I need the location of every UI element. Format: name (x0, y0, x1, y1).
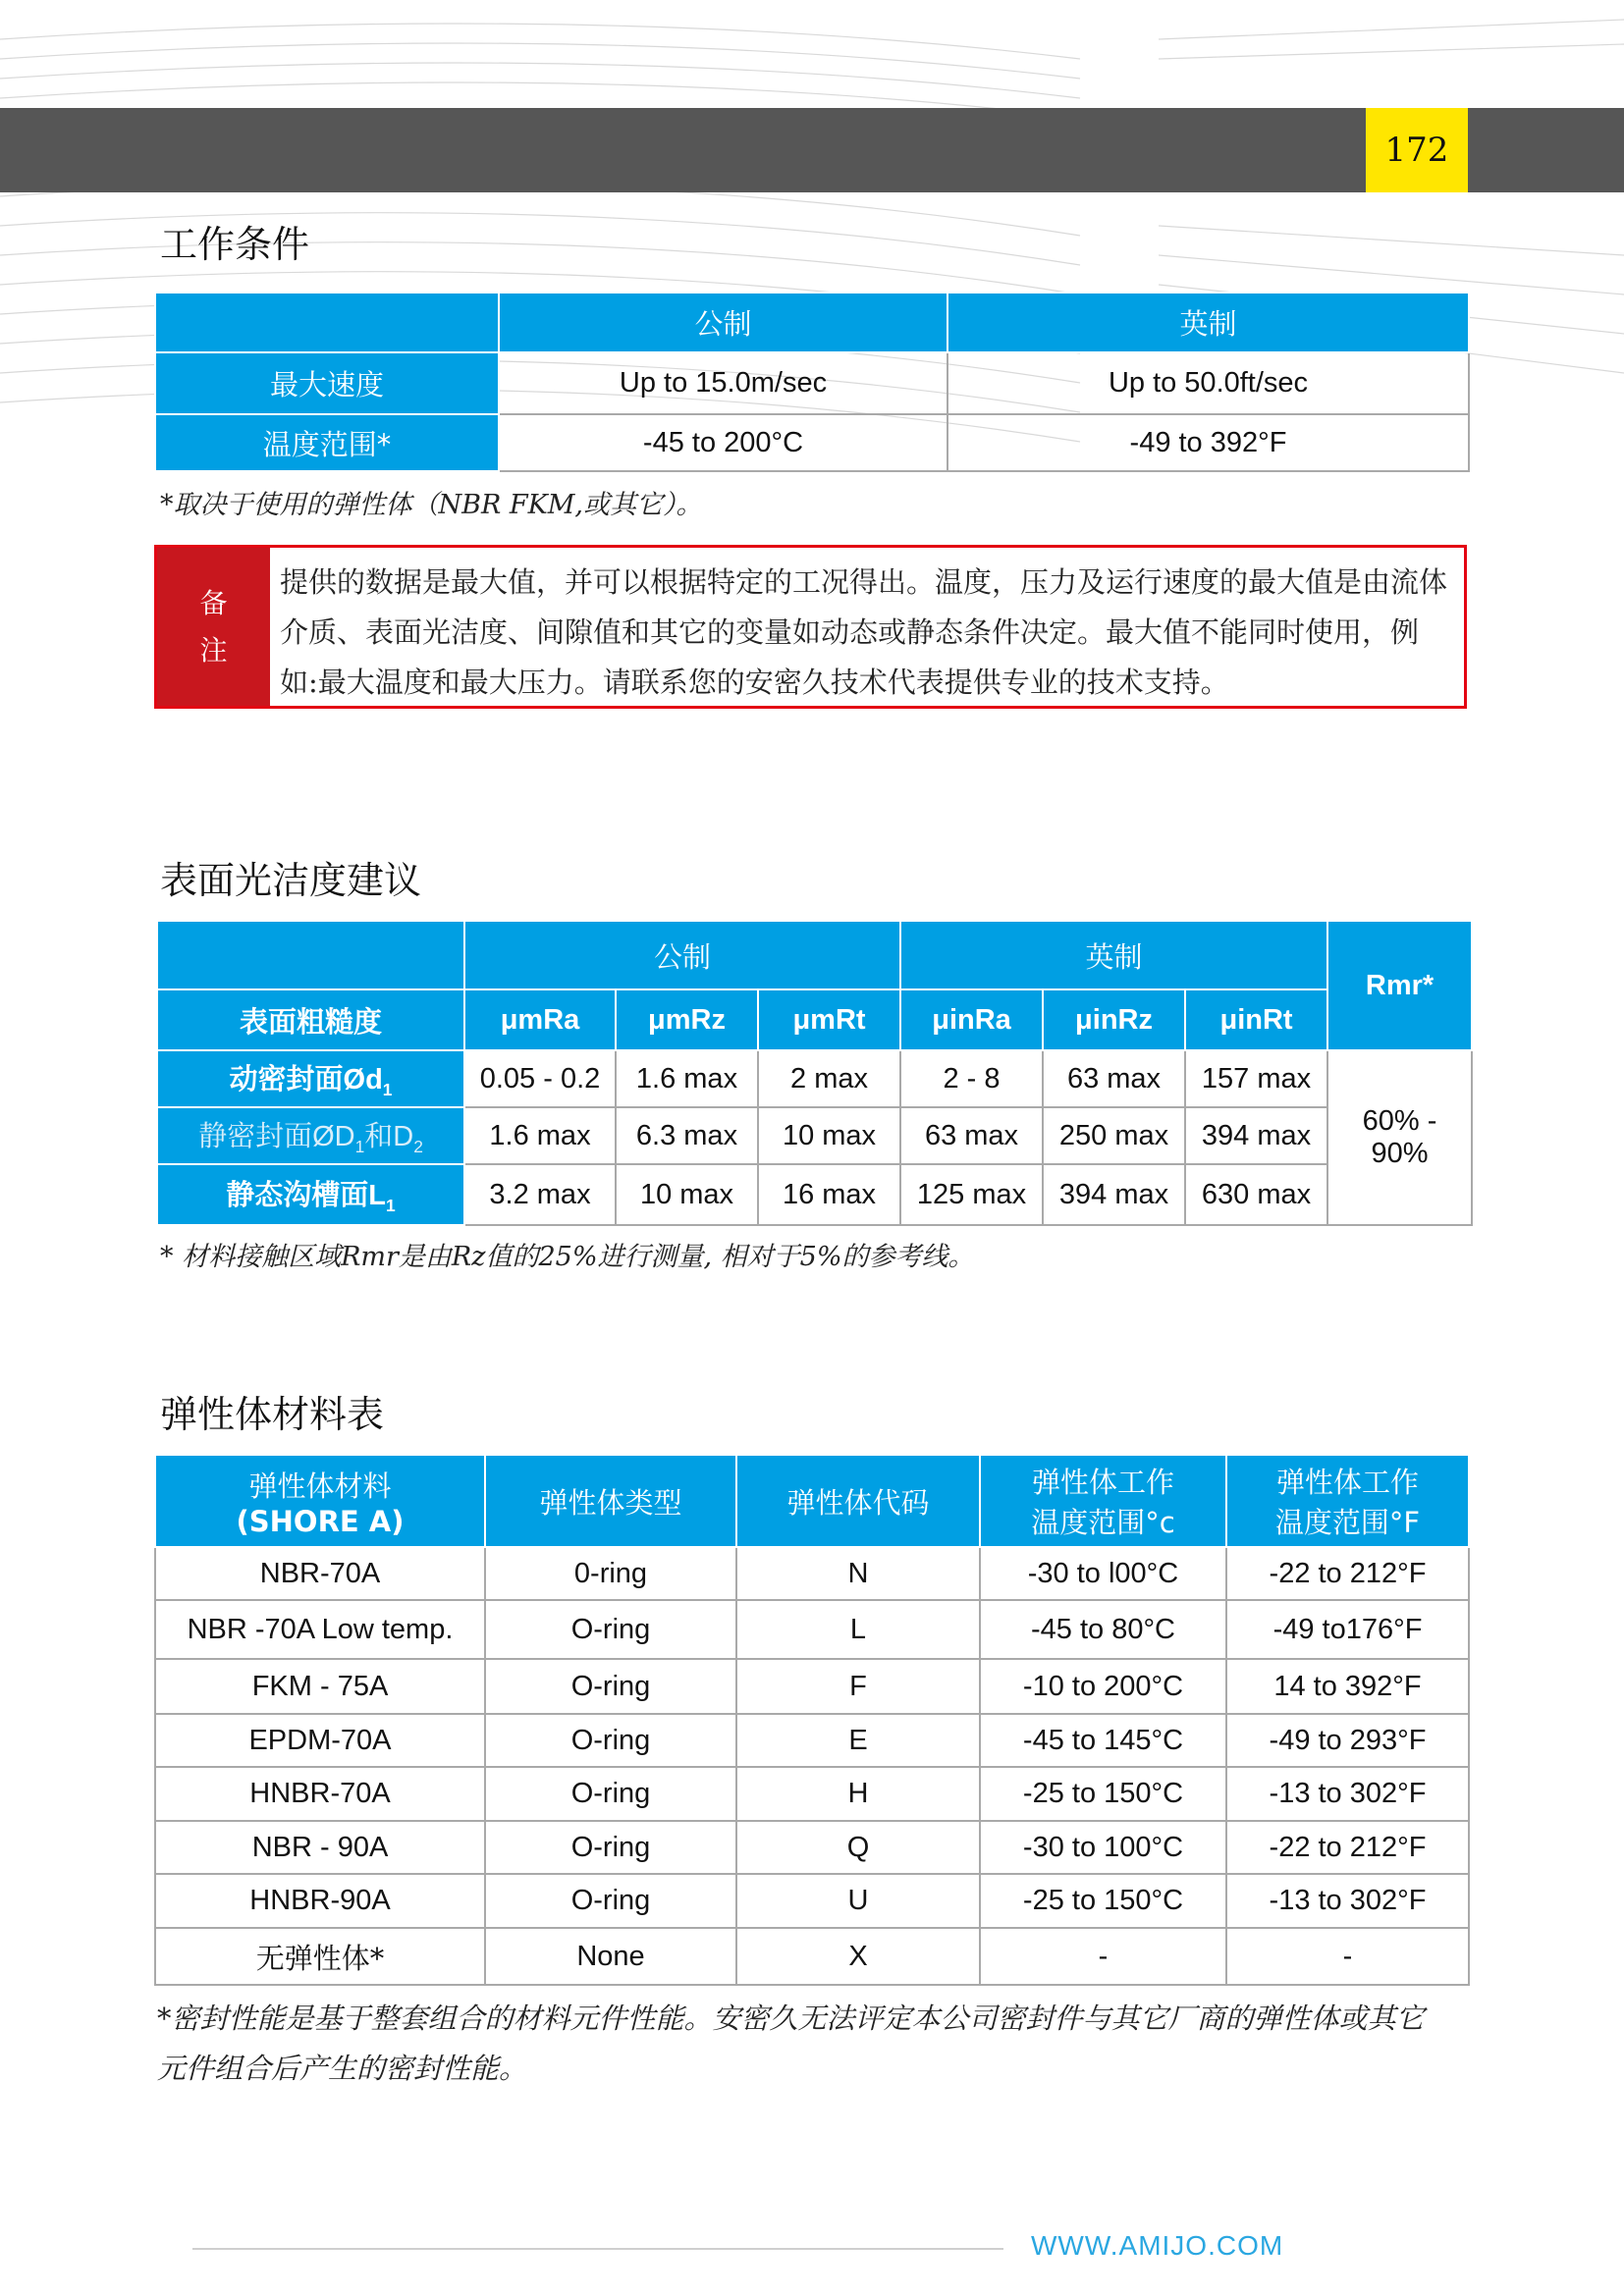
row-label-text: 动密封面Ød (229, 1064, 383, 1096)
table-cell: -45 to 80°C (980, 1600, 1226, 1659)
column-header: μinRt (1185, 989, 1327, 1050)
remark-line: 提供的数据是最大值，并可以根据特定的工况得出。温度，压力及运行速度的最大值是由流体 (280, 565, 1448, 599)
imperial-value: -49 to 392°F (947, 414, 1469, 471)
group-imperial: 英制 (900, 921, 1327, 989)
table-cell: Q (736, 1821, 980, 1874)
header-cell (980, 1455, 1226, 1547)
table-cell: FKM - 75A (155, 1659, 485, 1714)
remark-text (270, 548, 1464, 706)
table-cell: F (736, 1659, 980, 1714)
row-label-subscript: 1 (386, 1195, 396, 1215)
row-label-subscript: 1 (354, 1136, 365, 1156)
table-cell: 0-ring (485, 1547, 736, 1600)
remark-box (154, 545, 1467, 709)
table-cell: -22 to 212°F (1226, 1821, 1469, 1874)
table-cell: 1.6 max (464, 1107, 616, 1164)
table-cell: -25 to 150°C (980, 1874, 1226, 1928)
table-cell: -10 to 200°C (980, 1659, 1226, 1714)
column-header: μmRt (758, 989, 900, 1050)
table-cell: 1.6 max (616, 1050, 758, 1107)
table-cell: O-ring (485, 1821, 736, 1874)
row-label-subscript: 2 (413, 1136, 423, 1156)
table-cell: 125 max (900, 1164, 1043, 1225)
table-cell: -30 to 100°C (980, 1821, 1226, 1874)
header-cell (155, 1455, 485, 1547)
working-conditions-table (154, 292, 1470, 472)
surface-finish-table (156, 920, 1473, 1226)
table-cell: 63 max (1043, 1050, 1185, 1107)
rmr-value-line: 60% - (1362, 1105, 1437, 1137)
table-cell: -49 to 293°F (1226, 1714, 1469, 1767)
elastomer-footnote (157, 1994, 1425, 2094)
row-label (157, 1050, 464, 1107)
remark-label-char: 注 (199, 633, 228, 667)
table-cell: 10 max (758, 1107, 900, 1164)
group-metric: 公制 (464, 921, 900, 989)
header-cell: 弹性体类型 (485, 1455, 736, 1547)
rmr-value (1327, 1050, 1472, 1225)
header-line: 温度范围°c (1031, 1506, 1175, 1539)
table-cell: -49 to176°F (1226, 1600, 1469, 1659)
row-label-suffix: 和D (364, 1121, 414, 1153)
table-cell: - (980, 1928, 1226, 1985)
header-metric: 公制 (499, 293, 947, 352)
elastomer-title: 弹性体材料表 (160, 1393, 385, 1436)
table-cell: 250 max (1043, 1107, 1185, 1164)
column-header: μinRa (900, 989, 1043, 1050)
table-cell: X (736, 1928, 980, 1985)
row-label (157, 1164, 464, 1225)
column-header: μinRz (1043, 989, 1185, 1050)
rmr-header: Rmr* (1327, 921, 1472, 1050)
table-cell: 157 max (1185, 1050, 1327, 1107)
table-cell: -13 to 302°F (1226, 1874, 1469, 1928)
table-cell: 63 max (900, 1107, 1043, 1164)
remark-line: 如:最大温度和最大压力。请联系您的安密久技术代表提供专业的技术支持。 (280, 666, 1229, 699)
surface-finish-title: 表面光洁度建议 (160, 859, 422, 902)
table-cell: 2 max (758, 1050, 900, 1107)
page-number: 172 (1366, 108, 1468, 192)
table-cell: N (736, 1547, 980, 1600)
metric-value: -45 to 200°C (499, 414, 947, 471)
table-cell: NBR - 90A (155, 1821, 485, 1874)
table-cell: L (736, 1600, 980, 1659)
header-line: 温度范围°F (1274, 1506, 1421, 1539)
surface-finish-footnote: * 材料接触区域Rmr是由Rz值的25%进行测量, 相对于5%的参考线。 (160, 1242, 975, 1272)
row-label-subscript: 1 (382, 1079, 393, 1099)
header-line: 弹性体材料 (248, 1468, 392, 1503)
remark-label (157, 548, 270, 706)
elastomer-table (154, 1454, 1470, 1986)
table-cell: O-ring (485, 1767, 736, 1821)
column-header: μmRa (464, 989, 616, 1050)
remark-label-char: 备 (199, 586, 228, 619)
table-cell: E (736, 1714, 980, 1767)
row-label-text: 静密封面ØD (198, 1121, 355, 1153)
row-label: 最大速度 (155, 352, 499, 414)
table-cell: O-ring (485, 1659, 736, 1714)
header-line: 弹性体工作 (1275, 1466, 1419, 1499)
table-cell: O-ring (485, 1714, 736, 1767)
header-cell-empty (155, 293, 499, 352)
table-cell: H (736, 1767, 980, 1821)
table-cell: 394 max (1185, 1107, 1327, 1164)
footer-divider (192, 2248, 1003, 2250)
table-cell: None (485, 1928, 736, 1985)
header-line: 弹性体工作 (1031, 1466, 1174, 1499)
table-cell: HNBR-70A (155, 1767, 485, 1821)
row-label (157, 1107, 464, 1164)
table-cell: U (736, 1874, 980, 1928)
footer-website-link[interactable]: WWW.AMIJO.COM (1031, 2230, 1284, 2261)
header-line: (SHORE A) (236, 1504, 405, 1538)
footnote-line: *密封性能是基于整套组合的材料元件性能。安密久无法评定本公司密封件与其它厂商的弹性体或其它 (157, 2002, 1425, 2035)
table-cell: 2 - 8 (900, 1050, 1043, 1107)
table-cell: 630 max (1185, 1164, 1327, 1225)
table-cell: -30 to l00°C (980, 1547, 1226, 1600)
table-cell: -13 to 302°F (1226, 1767, 1469, 1821)
table-cell: 6.3 max (616, 1107, 758, 1164)
table-cell: HNBR-90A (155, 1874, 485, 1928)
table-cell: 16 max (758, 1164, 900, 1225)
table-cell: 0.05 - 0.2 (464, 1050, 616, 1107)
header-cell: 弹性体代码 (736, 1455, 980, 1547)
table-cell: EPDM-70A (155, 1714, 485, 1767)
table-cell: 无弹性体* (155, 1928, 485, 1985)
table-cell: O-ring (485, 1874, 736, 1928)
table-cell: -25 to 150°C (980, 1767, 1226, 1821)
row-label-text: 静态沟槽面L (226, 1180, 387, 1212)
table-cell: 10 max (616, 1164, 758, 1225)
table-cell: 3.2 max (464, 1164, 616, 1225)
table-cell: -22 to 212°F (1226, 1547, 1469, 1600)
working-conditions-title: 工作条件 (160, 223, 310, 266)
table-cell: 394 max (1043, 1164, 1185, 1225)
table-cell: -45 to 145°C (980, 1714, 1226, 1767)
header-imperial: 英制 (947, 293, 1469, 352)
footnote-line: 元件组合后产生的密封性能。 (157, 2052, 528, 2085)
table-cell: - (1226, 1928, 1469, 1985)
row-label: 温度范围* (155, 414, 499, 471)
rmr-value-line: 90% (1371, 1138, 1429, 1169)
roughness-header: 表面粗糙度 (157, 989, 464, 1050)
table-cell: NBR-70A (155, 1547, 485, 1600)
header-cell-empty (157, 921, 464, 989)
column-header: μmRz (616, 989, 758, 1050)
header-cell (1226, 1455, 1469, 1547)
remark-line: 介质、表面光洁度、间隙值和其它的变量如动态或静态条件决定。最大值不能同时使用，例 (280, 615, 1420, 649)
working-conditions-footnote: *取决于使用的弹性体（NBR FKM,或其它）。 (160, 490, 703, 520)
table-cell: O-ring (485, 1600, 736, 1659)
metric-value: Up to 15.0m/sec (499, 352, 947, 414)
imperial-value: Up to 50.0ft/sec (947, 352, 1469, 414)
table-cell: NBR -70A Low temp. (155, 1600, 485, 1659)
table-cell: 14 to 392°F (1226, 1659, 1469, 1714)
